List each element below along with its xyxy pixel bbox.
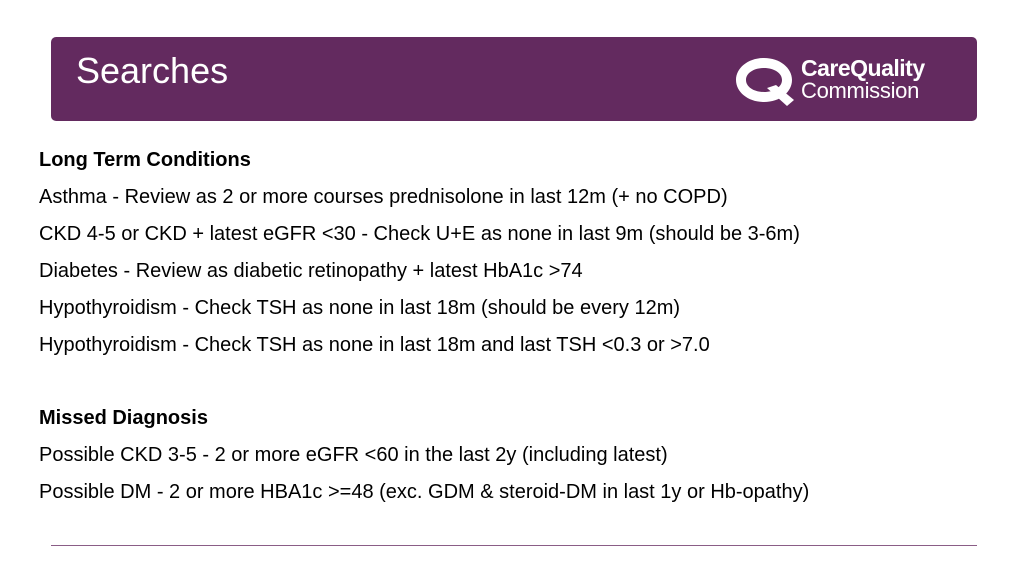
section-heading-long-term-conditions: Long Term Conditions	[39, 149, 251, 171]
logo-text-commission: Commission	[801, 78, 920, 103]
cqc-logo	[731, 52, 961, 108]
list-item: Hypothyroidism - Check TSH as none in last 18m and last TSH <0.3 or >7.0	[39, 334, 710, 356]
header-bar	[51, 37, 977, 121]
logo-text-care-quality: CareQuality	[801, 55, 925, 81]
list-item: Possible CKD 3-5 - 2 or more eGFR <60 in the last 2y (including latest)	[39, 444, 668, 466]
section-spacer	[39, 364, 999, 400]
section-heading-missed-diagnosis: Missed Diagnosis	[39, 407, 208, 429]
footer-divider	[51, 545, 977, 546]
page-title: Searches	[76, 50, 229, 91]
cqc-logo-icon	[731, 52, 797, 108]
list-item: CKD 4-5 or CKD + latest eGFR <30 - Check U+E as none in last 9m (should be 3-6m)	[39, 223, 800, 245]
list-item: Possible DM - 2 or more HBA1c >=48 (exc. GDM & steroid-DM in last 1y or Hb-opathy)	[39, 481, 810, 503]
content	[39, 142, 999, 511]
list-item: Asthma - Review as 2 or more courses prednisolone in last 12m (+ no COPD)	[39, 186, 728, 208]
list-item: Diabetes - Review as diabetic retinopathy + latest HbA1c >74	[39, 260, 583, 282]
list-item: Hypothyroidism - Check TSH as none in last 18m (should be every 12m)	[39, 297, 681, 319]
